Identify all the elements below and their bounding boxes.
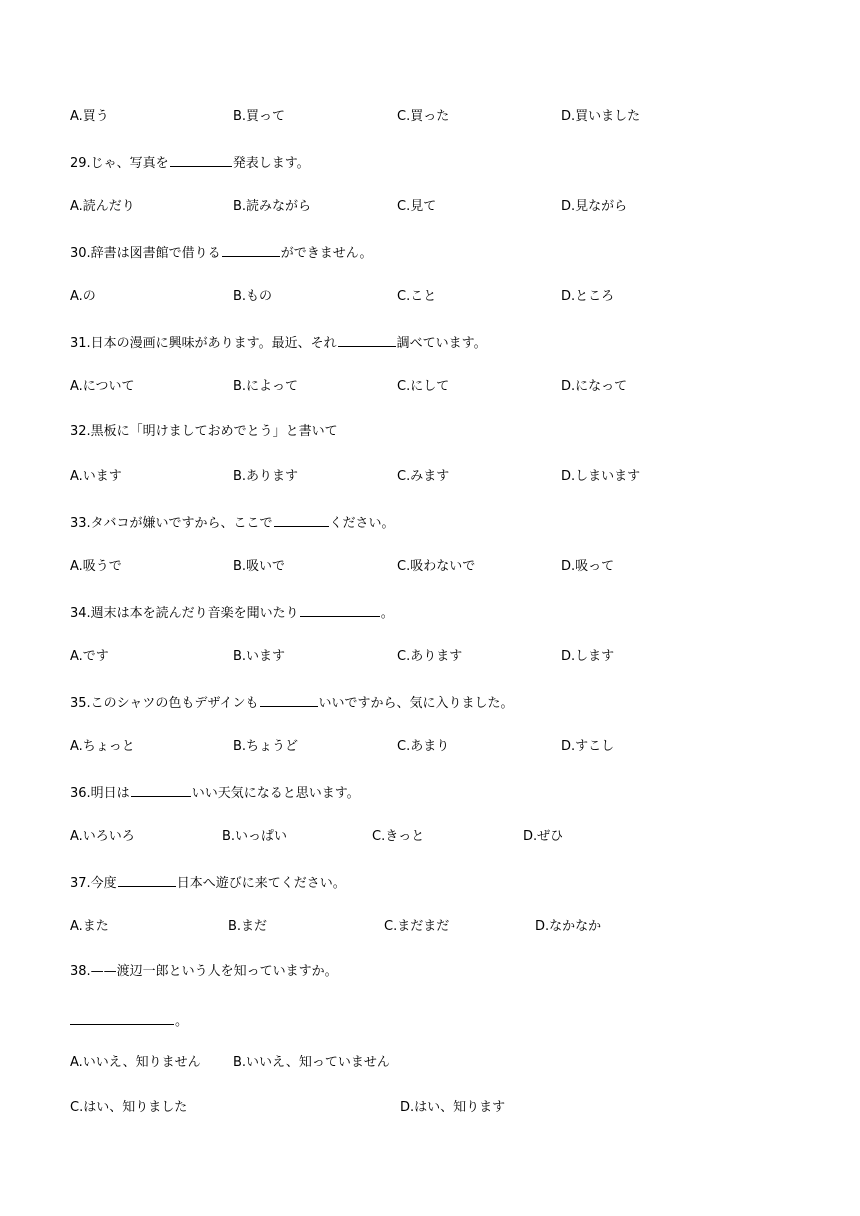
option-b: B.によって — [233, 379, 299, 394]
option-c: C.こと — [397, 289, 437, 304]
option-c: C.あまり — [397, 739, 450, 754]
option-d: D.します — [561, 649, 615, 664]
option-d: D.になって — [561, 379, 628, 394]
option-b: B.いっぱい — [222, 829, 288, 844]
option-d: D.はい、知ります — [400, 1100, 506, 1115]
question-37-text: 37.今度 日本へ遊びに来てください。 — [70, 873, 346, 893]
question-33-text: 33.タバコが嫌いですから、ここで ください。 — [70, 513, 395, 533]
option-c: C.みます — [397, 469, 450, 484]
option-d: D.なかなか — [535, 919, 602, 934]
option-a: A.いいえ、知りません — [70, 1055, 201, 1070]
question-32-text: 32.黒板に「明けましておめでとう」と書いて — [70, 424, 338, 439]
question-36-text: 36.明日は いい天気になると思います。 — [70, 783, 360, 803]
answer-blank — [338, 333, 396, 347]
question-30-text: 30.辞書は図書館で借りる ができません。 — [70, 243, 372, 263]
question-34-text: 34.週末は本を読んだり音楽を聞いたり 。 — [70, 603, 394, 623]
answer-blank — [170, 153, 232, 167]
option-a: A.です — [70, 649, 109, 664]
option-c: C.にして — [397, 379, 450, 394]
option-c: C.はい、知りました — [70, 1100, 188, 1115]
option-b: B.いいえ、知っていません — [233, 1055, 390, 1070]
answer-blank — [222, 243, 280, 257]
option-a: A.の — [70, 289, 96, 304]
question-38-text: 38.——渡辺一郎という人を知っていますか。 — [70, 964, 338, 979]
option-d: D.しまいます — [561, 469, 641, 484]
option-a: A.います — [70, 469, 122, 484]
option-b: B.吸いで — [233, 559, 286, 574]
answer-blank — [260, 693, 318, 707]
answer-blank — [118, 873, 176, 887]
option-a: A.また — [70, 919, 109, 934]
question-38-answer-line: 。 — [70, 1011, 188, 1031]
option-a: A.買う — [70, 109, 109, 124]
option-b: B.買って — [233, 109, 286, 124]
option-b: B.います — [233, 649, 286, 664]
option-c: C.吸わないで — [397, 559, 476, 574]
option-a: A.吸うで — [70, 559, 122, 574]
option-d: D.ぜひ — [523, 829, 564, 844]
answer-blank — [70, 1011, 174, 1025]
answer-blank — [300, 603, 380, 617]
option-a: A.ちょっと — [70, 739, 135, 754]
answer-blank — [131, 783, 191, 797]
option-a: A.読んだり — [70, 199, 135, 214]
option-c: C.まだまだ — [384, 919, 450, 934]
question-31-text: 31.日本の漫画に興味があります。最近、それ 調べています。 — [70, 333, 487, 353]
option-b: B.読みながら — [233, 199, 312, 214]
option-b: B.あります — [233, 469, 299, 484]
option-d: D.見ながら — [561, 199, 628, 214]
question-29-text: 29.じゃ、写真を 発表します。 — [70, 153, 310, 173]
option-c: C.きっと — [372, 829, 425, 844]
answer-blank — [274, 513, 329, 527]
option-c: C.買った — [397, 109, 450, 124]
option-d: D.ところ — [561, 289, 615, 304]
option-b: B.ちょうど — [233, 739, 299, 754]
option-c: C.見て — [397, 199, 437, 214]
option-d: D.すこし — [561, 739, 615, 754]
option-a: A.について — [70, 379, 135, 394]
option-b: B.もの — [233, 289, 273, 304]
option-d: D.吸って — [561, 559, 615, 574]
question-35-text: 35.このシャツの色もデザインも いいですから、気に入りました。 — [70, 693, 514, 713]
option-b: B.まだ — [228, 919, 268, 934]
option-d: D.買いました — [561, 109, 641, 124]
option-a: A.いろいろ — [70, 829, 135, 844]
option-c: C.あります — [397, 649, 463, 664]
